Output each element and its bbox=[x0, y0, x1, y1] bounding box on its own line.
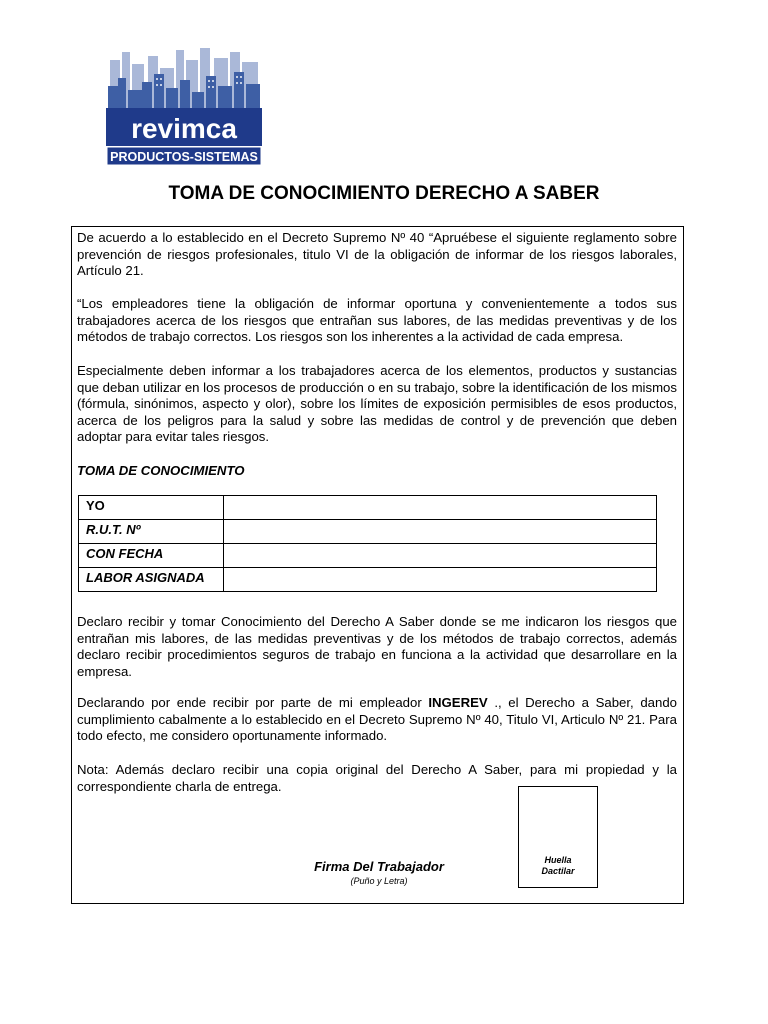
brand-tagline: PRODUCTOS-SISTEMAS bbox=[110, 150, 258, 164]
revimca-logo bbox=[106, 46, 262, 166]
brand-name: revimca bbox=[131, 113, 237, 144]
fingerprint-label bbox=[519, 855, 597, 877]
note-paragraph: Nota: Además declaro recibir una copia original del Derecho A Saber, para mi propiedad y la correspondiente charla de entrega. bbox=[77, 762, 677, 794]
worker-info-table bbox=[78, 495, 657, 592]
table-row bbox=[79, 496, 657, 520]
employer-declaration bbox=[77, 695, 677, 745]
receipt-declaration: Declaro recibir y tomar Conocimiento del Derecho A Saber donde se me indicaron los riesgos que entrañan mis labores, de las medidas preventivas y de los métodos de trabajo correctos, además declaro recibir procedimientos seguros de trabajo en funciona a la actividad que desarrollare en la empresa. bbox=[77, 614, 677, 679]
date-label: CON FECHA bbox=[79, 544, 224, 568]
document-title: TOMA DE CONOCIMIENTO DERECHO A SABER bbox=[168, 183, 600, 204]
employer-suffix: ., el Derecho a Saber, dando cumplimiento cabalmente a lo establecido en el Decreto Supremo Nº 40, Titulo VI, Articulo Nº 21. Para todo efecto, me considero oportunamente informado. bbox=[77, 695, 677, 743]
rut-field[interactable] bbox=[224, 520, 657, 544]
signature-sublabel: (Puño y Letra) bbox=[350, 876, 408, 886]
employer-prefix: Declarando por ende recibir por parte de mi empleador bbox=[77, 695, 429, 710]
yo-field[interactable] bbox=[224, 496, 657, 520]
fingerprint-box[interactable] bbox=[518, 786, 598, 888]
date-field[interactable] bbox=[224, 544, 657, 568]
table-row bbox=[79, 544, 657, 568]
quote-paragraph: “Los empleadores tiene la obligación de informar oportuna y convenientemente a todos sus trabajadores acerca de los riesgos que entrañan sus labores, de las medidas preventivas y de los métodos de trabajo correctos. Los riesgos son los inherentes a la actividad de cada empresa. bbox=[77, 296, 677, 344]
city-skyline-logo-graphic bbox=[106, 46, 262, 166]
assigned-work-field[interactable] bbox=[224, 568, 657, 592]
rut-label: R.U.T. Nº bbox=[79, 520, 224, 544]
intro-paragraph: De acuerdo a lo establecido en el Decreto Supremo Nº 40 “Apruébese el siguiente reglamento sobre prevención de riesgos profesionales, titulo VI de la obligación de informar de los riesgos laborales, Artículo 21. bbox=[77, 230, 677, 278]
yo-label: YO bbox=[79, 496, 224, 520]
employer-name: INGEREV bbox=[428, 695, 488, 710]
signature-label: Firma Del Trabajador bbox=[314, 859, 444, 874]
fingerprint-label-line1: Huella bbox=[544, 855, 572, 865]
table-row bbox=[79, 520, 657, 544]
table-row bbox=[79, 568, 657, 592]
fingerprint-label-line2: Dactilar bbox=[541, 866, 575, 876]
obligations-paragraph: Especialmente deben informar a los trabajadores acerca de los elementos, productos y sustancias que deban utilizar en los procesos de producción o en su trabajo, sobre la identificación de los mismos (fórmula, sinónimos, aspecto y olor), sobre los límites de exposición permisibles de esos productos, acerca de los peligros para la salud y sobre las medidas de control y de prevención que deben adoptar para evitar tales riesgos. bbox=[77, 363, 677, 444]
section-heading: TOMA DE CONOCIMIENTO bbox=[77, 463, 245, 478]
assigned-work-label: LABOR ASIGNADA bbox=[79, 568, 224, 592]
